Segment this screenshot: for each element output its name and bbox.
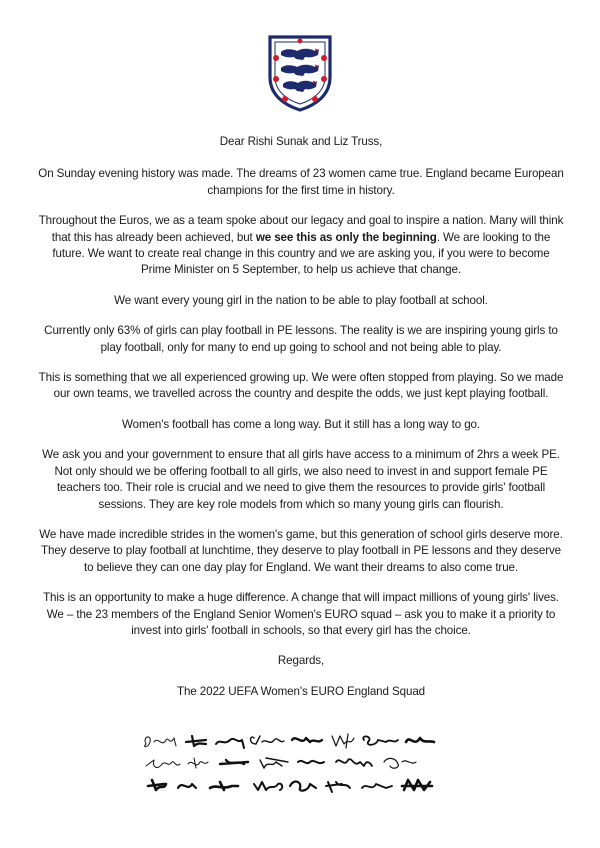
letter-body [36, 134, 566, 700]
paragraph-long-way: Women's football has come a long way. But it still has a long way to go. [121, 417, 481, 431]
three-lions-crest-icon [266, 33, 334, 113]
letter-closing: Regards, [277, 654, 325, 668]
letter-signoff: The 2022 UEFA Women's EURO England Squad [176, 684, 426, 698]
paragraph-opportunity: This is an opportunity to make a huge difference. A change that will impact millions of young girls' lives. We – the 23 members of the England Senior Women's EURO squad – ask you to make it a priority to invest into girls' football in schools, so that every girl has the choice. [43, 591, 559, 637]
paragraph-growing-up: This is something that we all experienced growing up. We were often stopped from playing. So we made our own teams, we travelled across the country and despite the odds, we just kept playing football. [38, 371, 564, 401]
signatures-image [140, 732, 460, 804]
paragraph-legacy [36, 213, 566, 279]
paragraph-incredible-strides: We have made incredible strides in the women's game, but this generation of school girls deserve more. They deserve to play football at lunchtime, they deserve to play football in PE lessons and they deserve to believe they can one day play for England. We want their dreams to also come true. [39, 527, 563, 574]
paragraph-legacy-text-end: . We are looking to the future. We want to create real change in this country and we are asking you, if you were to become Prime Minister on 5 September, to help us achieve that change. [52, 230, 551, 277]
paragraph-every-girl: We want every young girl in the nation to be able to play football at school. [114, 293, 488, 307]
letter-greeting: Dear Rishi Sunak and Liz Truss, [219, 135, 383, 148]
paragraph-legacy-text-start: Throughout the Euros, we as a team spoke about our legacy and goal to inspire a nation. Many will think that this has already been achieved, but [38, 214, 564, 244]
paragraph-pe-request: We ask you and your government to ensure that all girls have access to a minimum of 2hrs a week PE. Not only should we be offering football to all girls, we also need to invest in and support female PE teachers too. Their role is crucial and we need to give them the resources to provide girls' football sessions. They are key role models from which so many young girls can flourish. [42, 448, 560, 511]
paragraph-legacy-emphasis: we see this as only the beginning [255, 230, 437, 244]
paragraph-statistic: Currently only 63% of girls can play football in PE lessons. The reality is we are inspiring young girls to play football, only for many to end up going to school and not being able to play. [44, 324, 558, 354]
paragraph-history-made: On Sunday evening history was made. The dreams of 23 women came true. England became European champions for the first time in history. [38, 167, 564, 197]
